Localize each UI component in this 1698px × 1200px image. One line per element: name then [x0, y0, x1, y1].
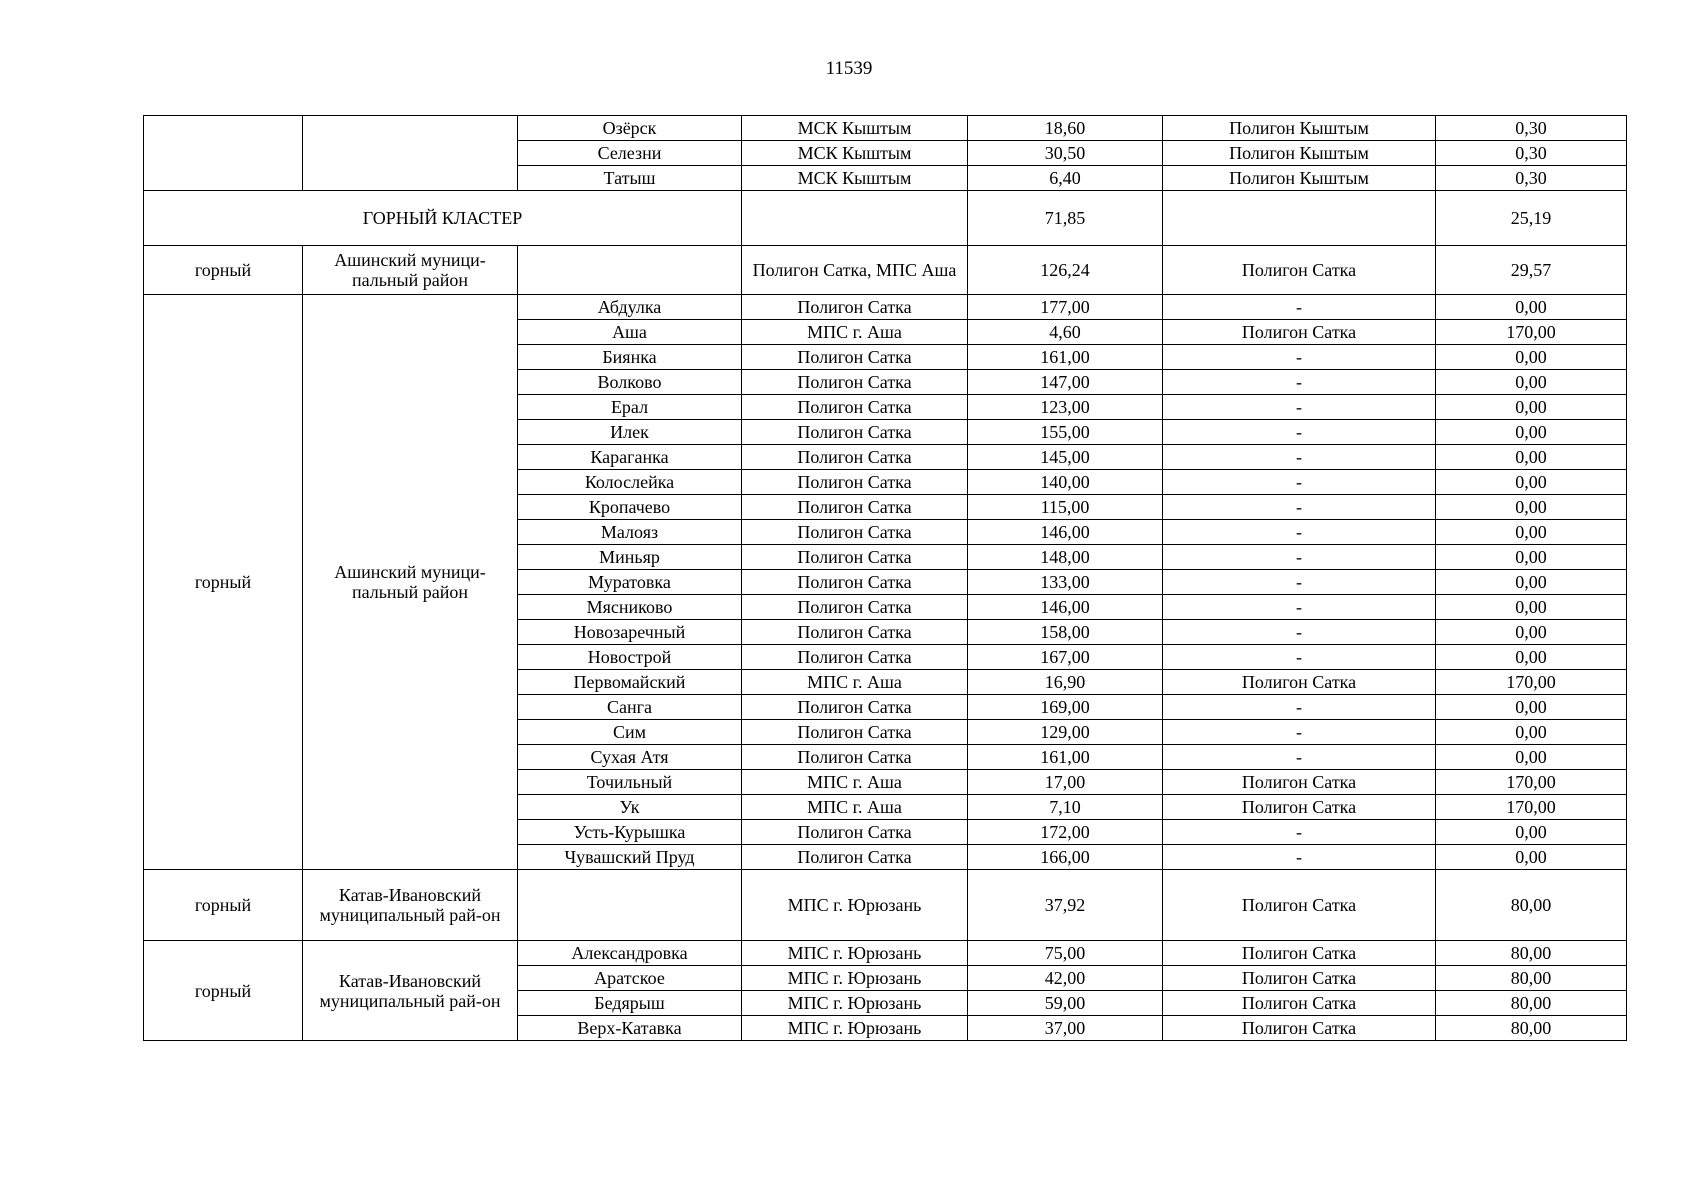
value-cell: 0,00 — [1436, 645, 1627, 670]
destination-cell: - — [1163, 295, 1436, 320]
value-cell: 0,00 — [1436, 695, 1627, 720]
distance-cell: 133,00 — [968, 570, 1163, 595]
value-cell: 29,57 — [1436, 246, 1627, 295]
facility-cell: МСК Кыштым — [742, 116, 968, 141]
settlement-cell: Аша — [518, 320, 742, 345]
district-cell: Катав-Ивановский муниципальный рай-он — [303, 870, 518, 941]
facility-cell: Полигон Сатка — [742, 520, 968, 545]
value-cell: 0,00 — [1436, 445, 1627, 470]
destination-cell: Полигон Сатка — [1163, 870, 1436, 941]
settlement-cell: Усть-Курышка — [518, 820, 742, 845]
facility-cell: Полигон Сатка — [742, 695, 968, 720]
facility-cell: МПС г. Юрюзань — [742, 870, 968, 941]
distance-cell: 146,00 — [968, 595, 1163, 620]
settlement-cell: Миньяр — [518, 545, 742, 570]
destination-cell: Полигон Сатка — [1163, 770, 1436, 795]
distance-cell: 161,00 — [968, 745, 1163, 770]
value-cell: 0,00 — [1436, 570, 1627, 595]
facility-cell: Полигон Сатка — [742, 720, 968, 745]
district-cell: Ашинский муници-пальный район — [303, 246, 518, 295]
district-summary-row — [144, 246, 1627, 295]
page-number: 11539 — [825, 58, 873, 79]
destination-cell: Полигон Сатка — [1163, 941, 1436, 966]
facility-cell: Полигон Сатка — [742, 845, 968, 870]
settlement-cell: Верх-Катавка — [518, 1016, 742, 1041]
value-cell: 0,00 — [1436, 370, 1627, 395]
settlement-cell: Бедярыш — [518, 991, 742, 1016]
distance-cell: 4,60 — [968, 320, 1163, 345]
destination-cell: Полигон Сатка — [1163, 966, 1436, 991]
table-row — [144, 295, 1627, 320]
distance-cell: 7,10 — [968, 795, 1163, 820]
value-cell: 80,00 — [1436, 966, 1627, 991]
value-cell: 0,00 — [1436, 420, 1627, 445]
destination-cell: - — [1163, 820, 1436, 845]
settlement-cell: Аратское — [518, 966, 742, 991]
distance-cell: 161,00 — [968, 345, 1163, 370]
distance-cell: 177,00 — [968, 295, 1163, 320]
value-cell: 0,30 — [1436, 141, 1627, 166]
value-cell: 0,30 — [1436, 116, 1627, 141]
value-cell: 0,00 — [1436, 845, 1627, 870]
facility-cell — [742, 191, 968, 246]
destination-cell: Полигон Сатка — [1163, 991, 1436, 1016]
cluster-cell: горный — [144, 295, 303, 870]
value-cell: 0,00 — [1436, 545, 1627, 570]
settlement-cell: Волково — [518, 370, 742, 395]
facility-cell: МПС г. Юрюзань — [742, 966, 968, 991]
settlement-cell: Точильный — [518, 770, 742, 795]
settlement-cell: Первомайский — [518, 670, 742, 695]
settlement-cell: Муратовка — [518, 570, 742, 595]
distance-cell: 166,00 — [968, 845, 1163, 870]
destination-cell: Полигон Сатка — [1163, 320, 1436, 345]
value-cell: 25,19 — [1436, 191, 1627, 246]
facility-cell: МПС г. Юрюзань — [742, 941, 968, 966]
distance-cell: 37,00 — [968, 1016, 1163, 1041]
facility-cell: Полигон Сатка — [742, 445, 968, 470]
distance-cell: 126,24 — [968, 246, 1163, 295]
table-row — [144, 941, 1627, 966]
district-summary-row — [144, 870, 1627, 941]
value-cell: 0,00 — [1436, 345, 1627, 370]
cluster-cell: горный — [144, 870, 303, 941]
destination-cell: - — [1163, 395, 1436, 420]
cluster-cell — [144, 116, 303, 191]
district-cell: Ашинский муници-пальный район — [303, 295, 518, 870]
settlement-cell: Кропачево — [518, 495, 742, 520]
settlement-cell: Татыш — [518, 166, 742, 191]
destination-cell: Полигон Кыштым — [1163, 141, 1436, 166]
cluster-cell: горный — [144, 246, 303, 295]
destination-cell: Полигон Сатка — [1163, 246, 1436, 295]
value-cell: 170,00 — [1436, 795, 1627, 820]
facility-cell: Полигон Сатка — [742, 370, 968, 395]
facility-cell: МПС г. Аша — [742, 320, 968, 345]
distance-cell: 42,00 — [968, 966, 1163, 991]
distance-cell: 155,00 — [968, 420, 1163, 445]
destination-cell: - — [1163, 620, 1436, 645]
destination-cell: Полигон Сатка — [1163, 670, 1436, 695]
distance-cell: 129,00 — [968, 720, 1163, 745]
destination-cell: - — [1163, 570, 1436, 595]
facility-cell: Полигон Сатка — [742, 420, 968, 445]
cluster-total-row — [144, 191, 1627, 246]
value-cell: 0,00 — [1436, 745, 1627, 770]
destination-cell: - — [1163, 345, 1436, 370]
facility-cell: Полигон Сатка — [742, 545, 968, 570]
table-row — [144, 116, 1627, 141]
settlement-cell: Сухая Атя — [518, 745, 742, 770]
settlement-cell: Абдулка — [518, 295, 742, 320]
destination-cell: - — [1163, 420, 1436, 445]
distance-cell: 148,00 — [968, 545, 1163, 570]
distance-cell: 140,00 — [968, 470, 1163, 495]
destination-cell: Полигон Кыштым — [1163, 116, 1436, 141]
distance-cell: 18,60 — [968, 116, 1163, 141]
facility-cell: Полигон Сатка — [742, 345, 968, 370]
settlement-cell: Биянка — [518, 345, 742, 370]
destination-cell: Полигон Сатка — [1163, 795, 1436, 820]
distance-cell: 37,92 — [968, 870, 1163, 941]
distance-cell: 59,00 — [968, 991, 1163, 1016]
settlement-cell — [518, 870, 742, 941]
settlement-cell: Санга — [518, 695, 742, 720]
facility-cell: МПС г. Аша — [742, 770, 968, 795]
destination-cell: - — [1163, 845, 1436, 870]
facility-cell: МПС г. Юрюзань — [742, 991, 968, 1016]
facility-cell: Полигон Сатка — [742, 570, 968, 595]
destination-cell: - — [1163, 595, 1436, 620]
distance-cell: 71,85 — [968, 191, 1163, 246]
value-cell: 80,00 — [1436, 870, 1627, 941]
value-cell: 0,00 — [1436, 595, 1627, 620]
facility-cell: МСК Кыштым — [742, 166, 968, 191]
settlement-cell: Новозаречный — [518, 620, 742, 645]
cluster-cell: горный — [144, 941, 303, 1041]
facility-cell: Полигон Сатка — [742, 395, 968, 420]
value-cell: 80,00 — [1436, 1016, 1627, 1041]
facility-cell: Полигон Сатка — [742, 745, 968, 770]
value-cell: 0,00 — [1436, 470, 1627, 495]
settlement-cell: Александровка — [518, 941, 742, 966]
district-cell — [303, 116, 518, 191]
value-cell: 170,00 — [1436, 770, 1627, 795]
value-cell: 0,00 — [1436, 395, 1627, 420]
distance-cell: 30,50 — [968, 141, 1163, 166]
value-cell: 0,00 — [1436, 495, 1627, 520]
settlement-cell: Ерал — [518, 395, 742, 420]
destination-cell: - — [1163, 695, 1436, 720]
distance-cell: 169,00 — [968, 695, 1163, 720]
distance-cell: 146,00 — [968, 520, 1163, 545]
destination-cell: - — [1163, 745, 1436, 770]
settlement-cell: Колослейка — [518, 470, 742, 495]
district-cell: Катав-Ивановский муниципальный рай-он — [303, 941, 518, 1041]
distance-cell: 6,40 — [968, 166, 1163, 191]
facility-cell: МПС г. Аша — [742, 795, 968, 820]
facility-cell: Полигон Сатка — [742, 620, 968, 645]
facility-cell: Полигон Сатка — [742, 645, 968, 670]
distance-cell: 147,00 — [968, 370, 1163, 395]
settlement-cell: Чувашский Пруд — [518, 845, 742, 870]
value-cell: 0,00 — [1436, 520, 1627, 545]
facility-cell: МПС г. Аша — [742, 670, 968, 695]
destination-cell: - — [1163, 445, 1436, 470]
settlement-cell: Илек — [518, 420, 742, 445]
facility-cell: Полигон Сатка, МПС Аша — [742, 246, 968, 295]
destination-cell: - — [1163, 720, 1436, 745]
distance-cell: 172,00 — [968, 820, 1163, 845]
cluster-label: ГОРНЫЙ КЛАСТЕР — [144, 191, 742, 246]
value-cell: 170,00 — [1436, 670, 1627, 695]
value-cell: 0,00 — [1436, 720, 1627, 745]
data-table — [143, 115, 1627, 1041]
facility-cell: Полигон Сатка — [742, 470, 968, 495]
settlement-cell: Караганка — [518, 445, 742, 470]
destination-cell — [1163, 191, 1436, 246]
settlement-cell: Новострой — [518, 645, 742, 670]
distance-cell: 17,00 — [968, 770, 1163, 795]
distance-cell: 158,00 — [968, 620, 1163, 645]
facility-cell: МСК Кыштым — [742, 141, 968, 166]
distance-cell: 16,90 — [968, 670, 1163, 695]
destination-cell: - — [1163, 470, 1436, 495]
settlement-cell: Сим — [518, 720, 742, 745]
settlement-cell: Малояз — [518, 520, 742, 545]
settlement-cell — [518, 246, 742, 295]
facility-cell: МПС г. Юрюзань — [742, 1016, 968, 1041]
destination-cell: - — [1163, 645, 1436, 670]
destination-cell: Полигон Сатка — [1163, 1016, 1436, 1041]
distance-cell: 115,00 — [968, 495, 1163, 520]
value-cell: 0,00 — [1436, 620, 1627, 645]
value-cell: 0,30 — [1436, 166, 1627, 191]
settlement-cell: Озёрск — [518, 116, 742, 141]
value-cell: 80,00 — [1436, 941, 1627, 966]
value-cell: 0,00 — [1436, 820, 1627, 845]
destination-cell: - — [1163, 370, 1436, 395]
distance-cell: 75,00 — [968, 941, 1163, 966]
facility-cell: Полигон Сатка — [742, 495, 968, 520]
facility-cell: Полигон Сатка — [742, 595, 968, 620]
distance-cell: 167,00 — [968, 645, 1163, 670]
settlement-cell: Ук — [518, 795, 742, 820]
facility-cell: Полигон Сатка — [742, 820, 968, 845]
distance-cell: 123,00 — [968, 395, 1163, 420]
destination-cell: - — [1163, 495, 1436, 520]
distance-cell: 145,00 — [968, 445, 1163, 470]
destination-cell: - — [1163, 520, 1436, 545]
settlement-cell: Селезни — [518, 141, 742, 166]
destination-cell: Полигон Кыштым — [1163, 166, 1436, 191]
table-body — [144, 116, 1627, 1041]
settlement-cell: Мясниково — [518, 595, 742, 620]
destination-cell: - — [1163, 545, 1436, 570]
value-cell: 170,00 — [1436, 320, 1627, 345]
value-cell: 80,00 — [1436, 991, 1627, 1016]
value-cell: 0,00 — [1436, 295, 1627, 320]
facility-cell: Полигон Сатка — [742, 295, 968, 320]
